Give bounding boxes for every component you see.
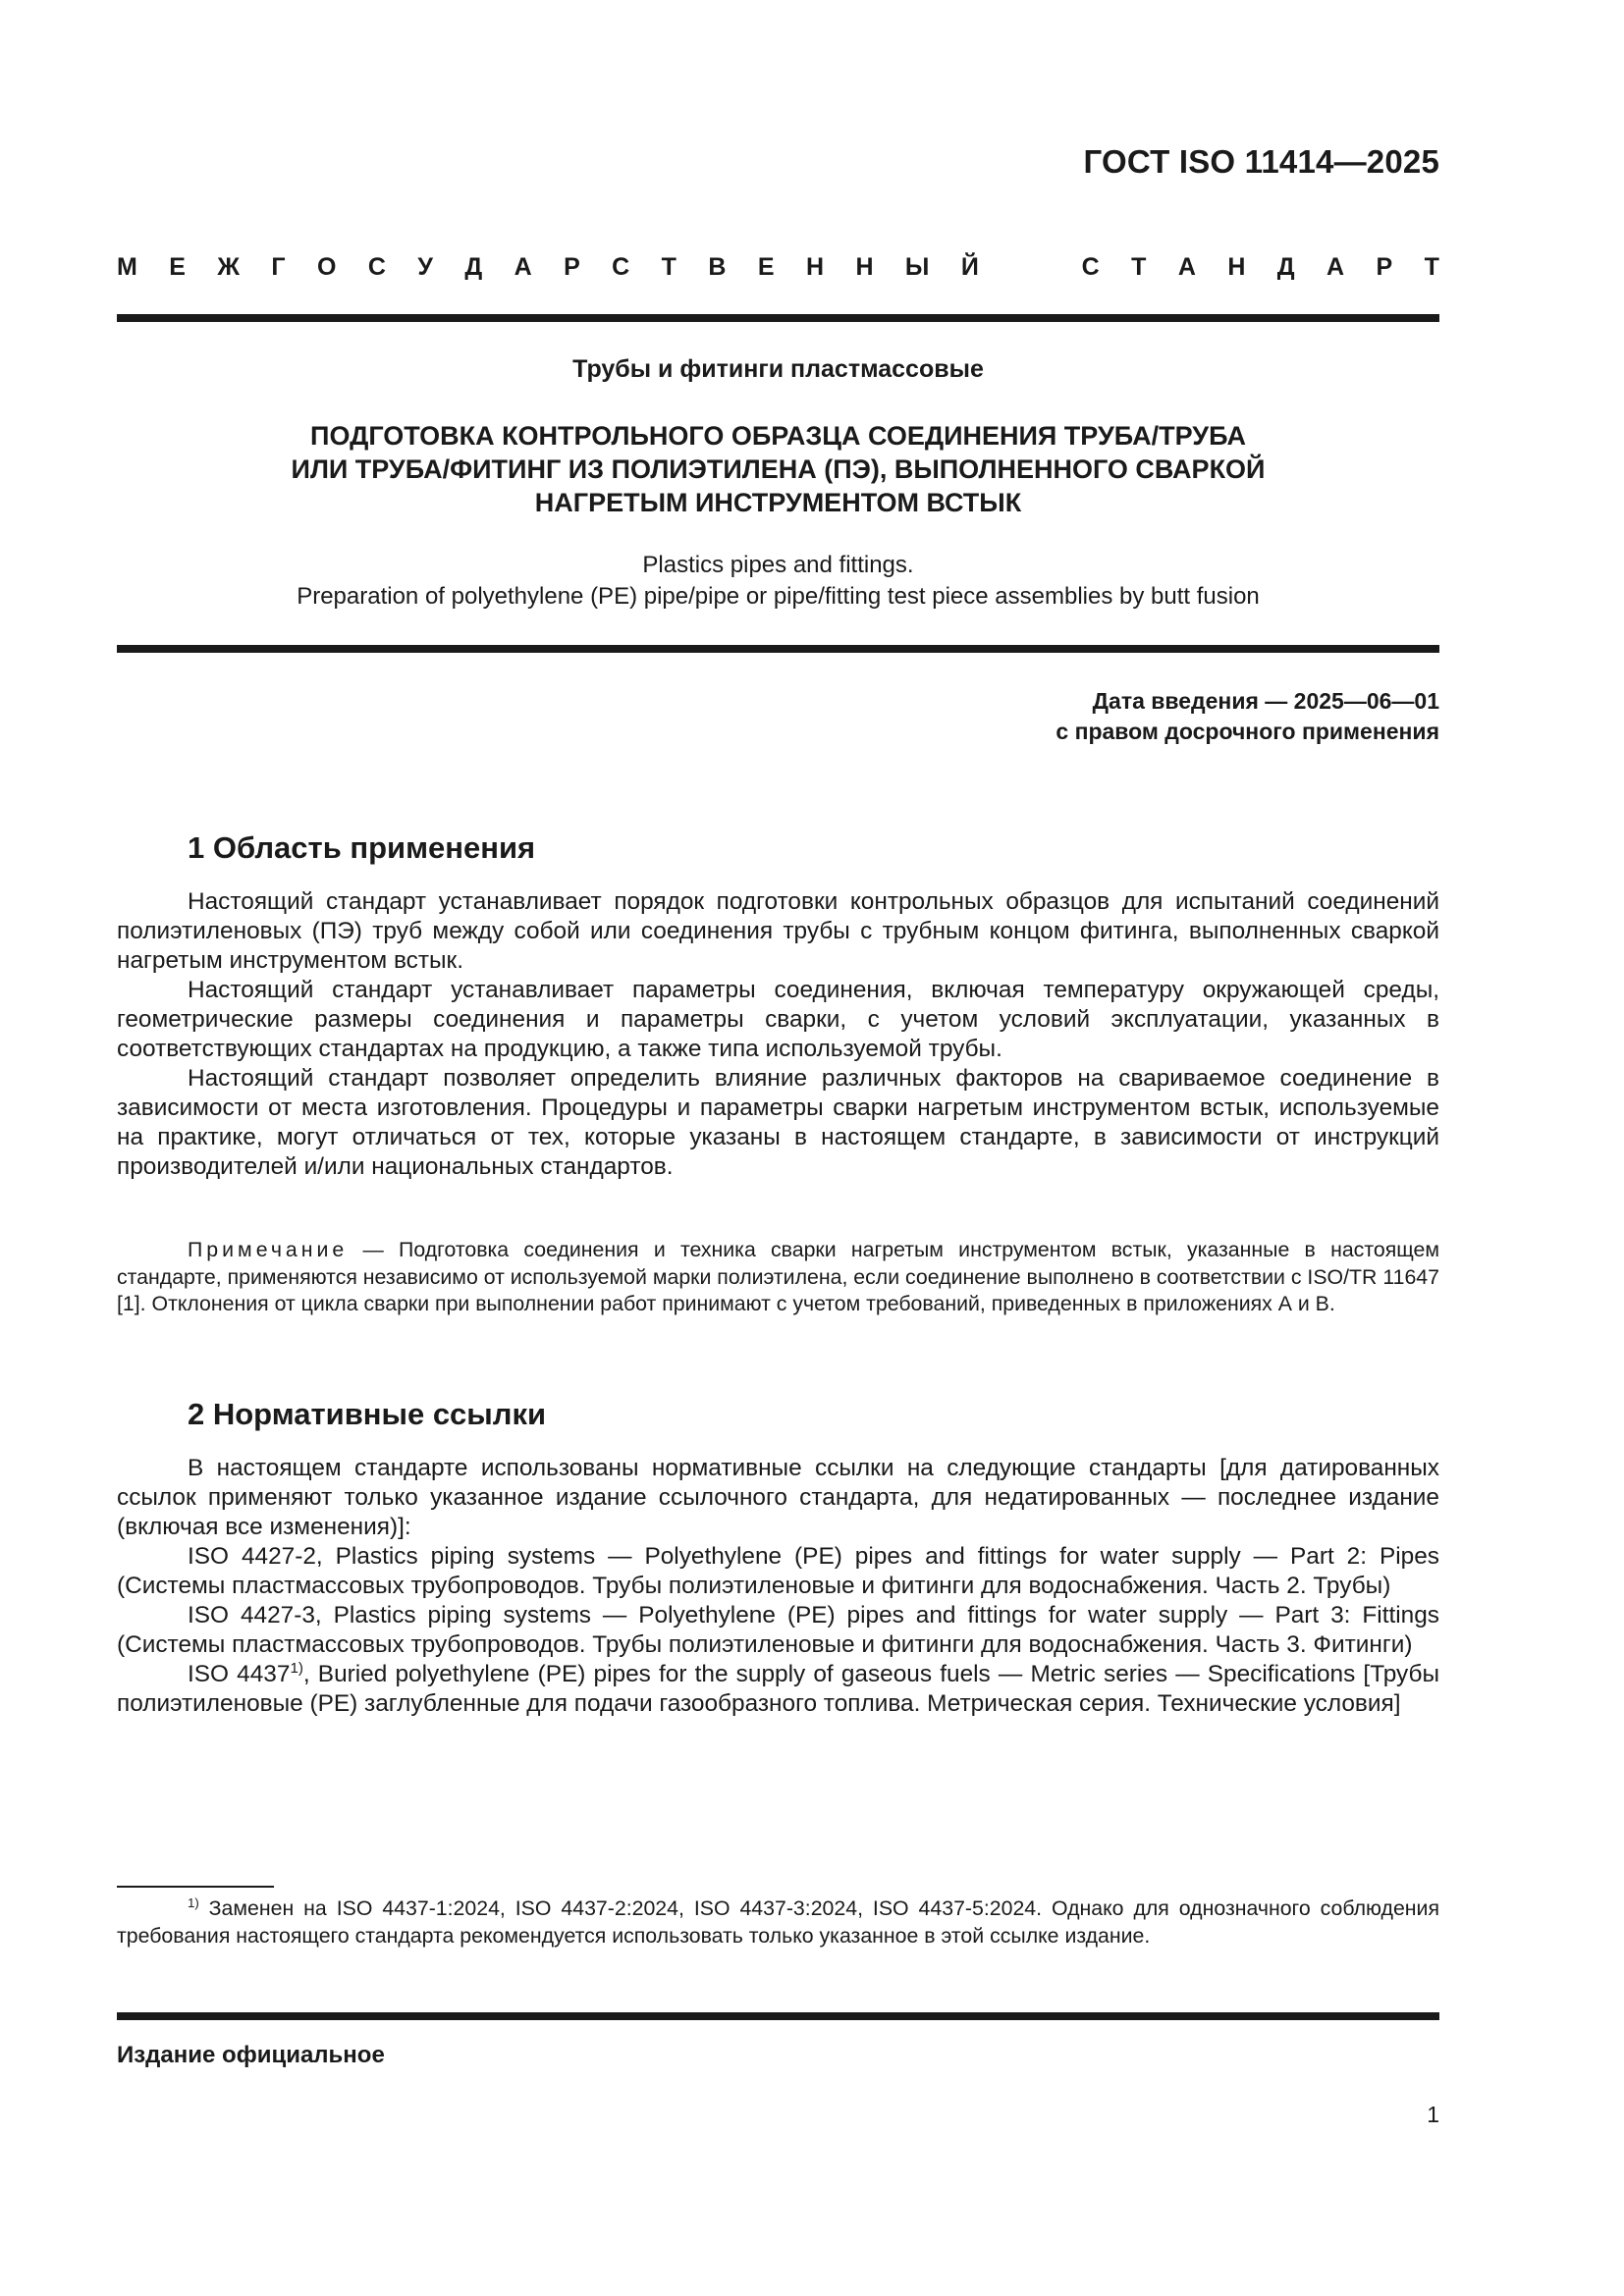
banner-letter: А [1326, 253, 1345, 281]
banner-letter: М [117, 253, 137, 281]
banner-word-gap [1010, 253, 1050, 282]
banner-letter: В [708, 253, 727, 281]
banner-letter: Ж [217, 253, 240, 281]
banner-letter: Ы [904, 253, 930, 281]
note-label: Примечание [188, 1238, 349, 1261]
note-paragraph [117, 1237, 1439, 1318]
standard-code: ГОСТ ISO 11414—2025 [1083, 143, 1439, 180]
banner-letter: Й [960, 253, 979, 281]
section-1-note [117, 1237, 1439, 1318]
footnote-separator [117, 1886, 274, 1888]
reference-text: , Buried polyethylene (PE) pipes for the supply of gaseous fuels — Metric series — Specifications [Трубы полиэтиленовые (PE) заглубленные для подачи газообразного топлива. Метрическая серия. Технические условия] [117, 1661, 1439, 1717]
banner-letter: Н [805, 253, 825, 281]
reference-item [117, 1660, 1439, 1719]
title-main-line: НАГРЕТЫМ ИНСТРУМЕНТОМ ВСТЫК [534, 488, 1022, 517]
title-english-line: Plastics pipes and fittings. [642, 552, 914, 578]
footnote-text: Заменен на ISO 4437-1:2024, ISO 4437-2:2024, ISO 4437-3:2024, ISO 4437-5:2024. Однако для однозначного соблюдения требования настоящего стандарта рекомендуется использовать только указанное в этой ссылке издание. [117, 1896, 1439, 1948]
banner-letter: Т [661, 253, 677, 281]
footnote-reference[interactable]: 1) [290, 1659, 303, 1677]
banner-letter: Р [1376, 253, 1393, 281]
title-english-line: Preparation of polyethylene (PE) pipe/pipe or pipe/fitting test piece assemblies by butt fusion [297, 583, 1260, 610]
banner-letter: Д [464, 253, 483, 281]
section-2-heading: 2 Нормативные ссылки [188, 1397, 547, 1431]
title-english [117, 550, 1439, 613]
title-main-line: ПОДГОТОВКА КОНТРОЛЬНОГО ОБРАЗЦА СОЕДИНЕНИЯ ТРУБА/ТРУБА [310, 421, 1246, 451]
section-2-body [117, 1454, 1439, 1719]
banner-letter: О [317, 253, 337, 281]
header-divider [117, 314, 1439, 322]
paragraph: Настоящий стандарт позволяет определить влияние различных факторов на свариваемое соединение в зависимости от места изготовления. Процедуры и параметры сварки нагретым инструментом встык, используемые на практике, могут отличаться от тех, которые указаны в настоящем стандарте, в зависимости от инструкций производителей и/или национальных стандартов. [117, 1065, 1439, 1180]
page-number: 1 [1427, 2102, 1439, 2127]
banner-letter: У [417, 253, 433, 281]
early-application-line: с правом досрочного применения [1056, 719, 1439, 744]
banner-letter: Д [1276, 253, 1295, 281]
standard-type-banner [117, 253, 1439, 282]
footnote-mark: 1) [188, 1895, 199, 1910]
introduction-date [1056, 686, 1439, 747]
reference-item: ISO 4427-2, Plastics piping systems — Polyethylene (PE) pipes and fittings for water supply — Part 2: Pipes (Системы пластмассовых трубопроводов. Трубы полиэтиленовые и фитинги для водоснабжения. Часть 2. Трубы) [117, 1543, 1439, 1599]
paragraph: Настоящий стандарт устанавливает параметры соединения, включая температуру окружающей среды, геометрические размеры соединения и параметры сварки, с учетом условий эксплуатации, указанных в соответствующих стандартах на продукцию, а также типа используемой трубы. [117, 977, 1439, 1062]
reference-item: ISO 4427-3, Plastics piping systems — Polyethylene (PE) pipes and fittings for water supply — Part 3: Fittings (Системы пластмассовых трубопроводов. Трубы полиэтиленовые и фитинги для водоснабжения. Часть 3. Фитинги) [117, 1602, 1439, 1658]
banner-letter: Р [564, 253, 580, 281]
footnote [117, 1896, 1439, 1949]
footer-divider [117, 2012, 1439, 2020]
banner-letter: С [1081, 253, 1100, 281]
banner-letter: Т [1424, 253, 1439, 281]
note-text: — Подготовка соединения и техника сварки нагретым инструментом встык, указанные в настоящем стандарте, применяются независимо от используемой марки полиэтилена, если соединение выполнено в соответствии с ISO/TR 11647 [1]. Отклонения от цикла сварки при выполнении работ принимают с учетом требований, приведенных в приложениях А и В. [117, 1238, 1439, 1315]
banner-letter: Н [855, 253, 874, 281]
reference-code: ISO 4437 [188, 1661, 291, 1687]
title-main-line: ИЛИ ТРУБА/ФИТИНГ ИЗ ПОЛИЭТИЛЕНА (ПЭ), ВЫПОЛНЕННОГО СВАРКОЙ [291, 454, 1266, 484]
official-edition-label: Издание официальное [117, 2042, 385, 2068]
paragraph: В настоящем стандарте использованы нормативные ссылки на следующие стандарты [для датированных ссылок применяют только указанное издание ссылочного стандарта, для недатированных — последнее издание (включая все изменения)]: [117, 1455, 1439, 1540]
section-1-heading: 1 Область применения [188, 830, 536, 865]
banner-letter: Т [1131, 253, 1147, 281]
banner-letter: А [514, 253, 532, 281]
introduction-date-line: Дата введения — 2025—06—01 [1092, 688, 1439, 714]
section-1-body [117, 887, 1439, 1182]
title-main [117, 419, 1439, 519]
footnote-paragraph [117, 1896, 1439, 1949]
banner-letter: А [1177, 253, 1196, 281]
title-group: Трубы и фитинги пластмассовые [572, 355, 984, 383]
paragraph: Настоящий стандарт устанавливает порядок подготовки контрольных образцов для испытаний соединений полиэтиленовых (ПЭ) труб между собой или соединения трубы с трубным концом фитинга, выполненных сваркой нагретым инструментом встык. [117, 888, 1439, 974]
document-page [117, 0, 1439, 2296]
banner-letter: С [367, 253, 386, 281]
banner-letter: Е [757, 253, 775, 281]
title-divider [117, 645, 1439, 653]
banner-letter: Е [169, 253, 186, 281]
banner-letter: Г [271, 253, 286, 281]
banner-letter: Н [1227, 253, 1246, 281]
banner-letter: С [612, 253, 630, 281]
